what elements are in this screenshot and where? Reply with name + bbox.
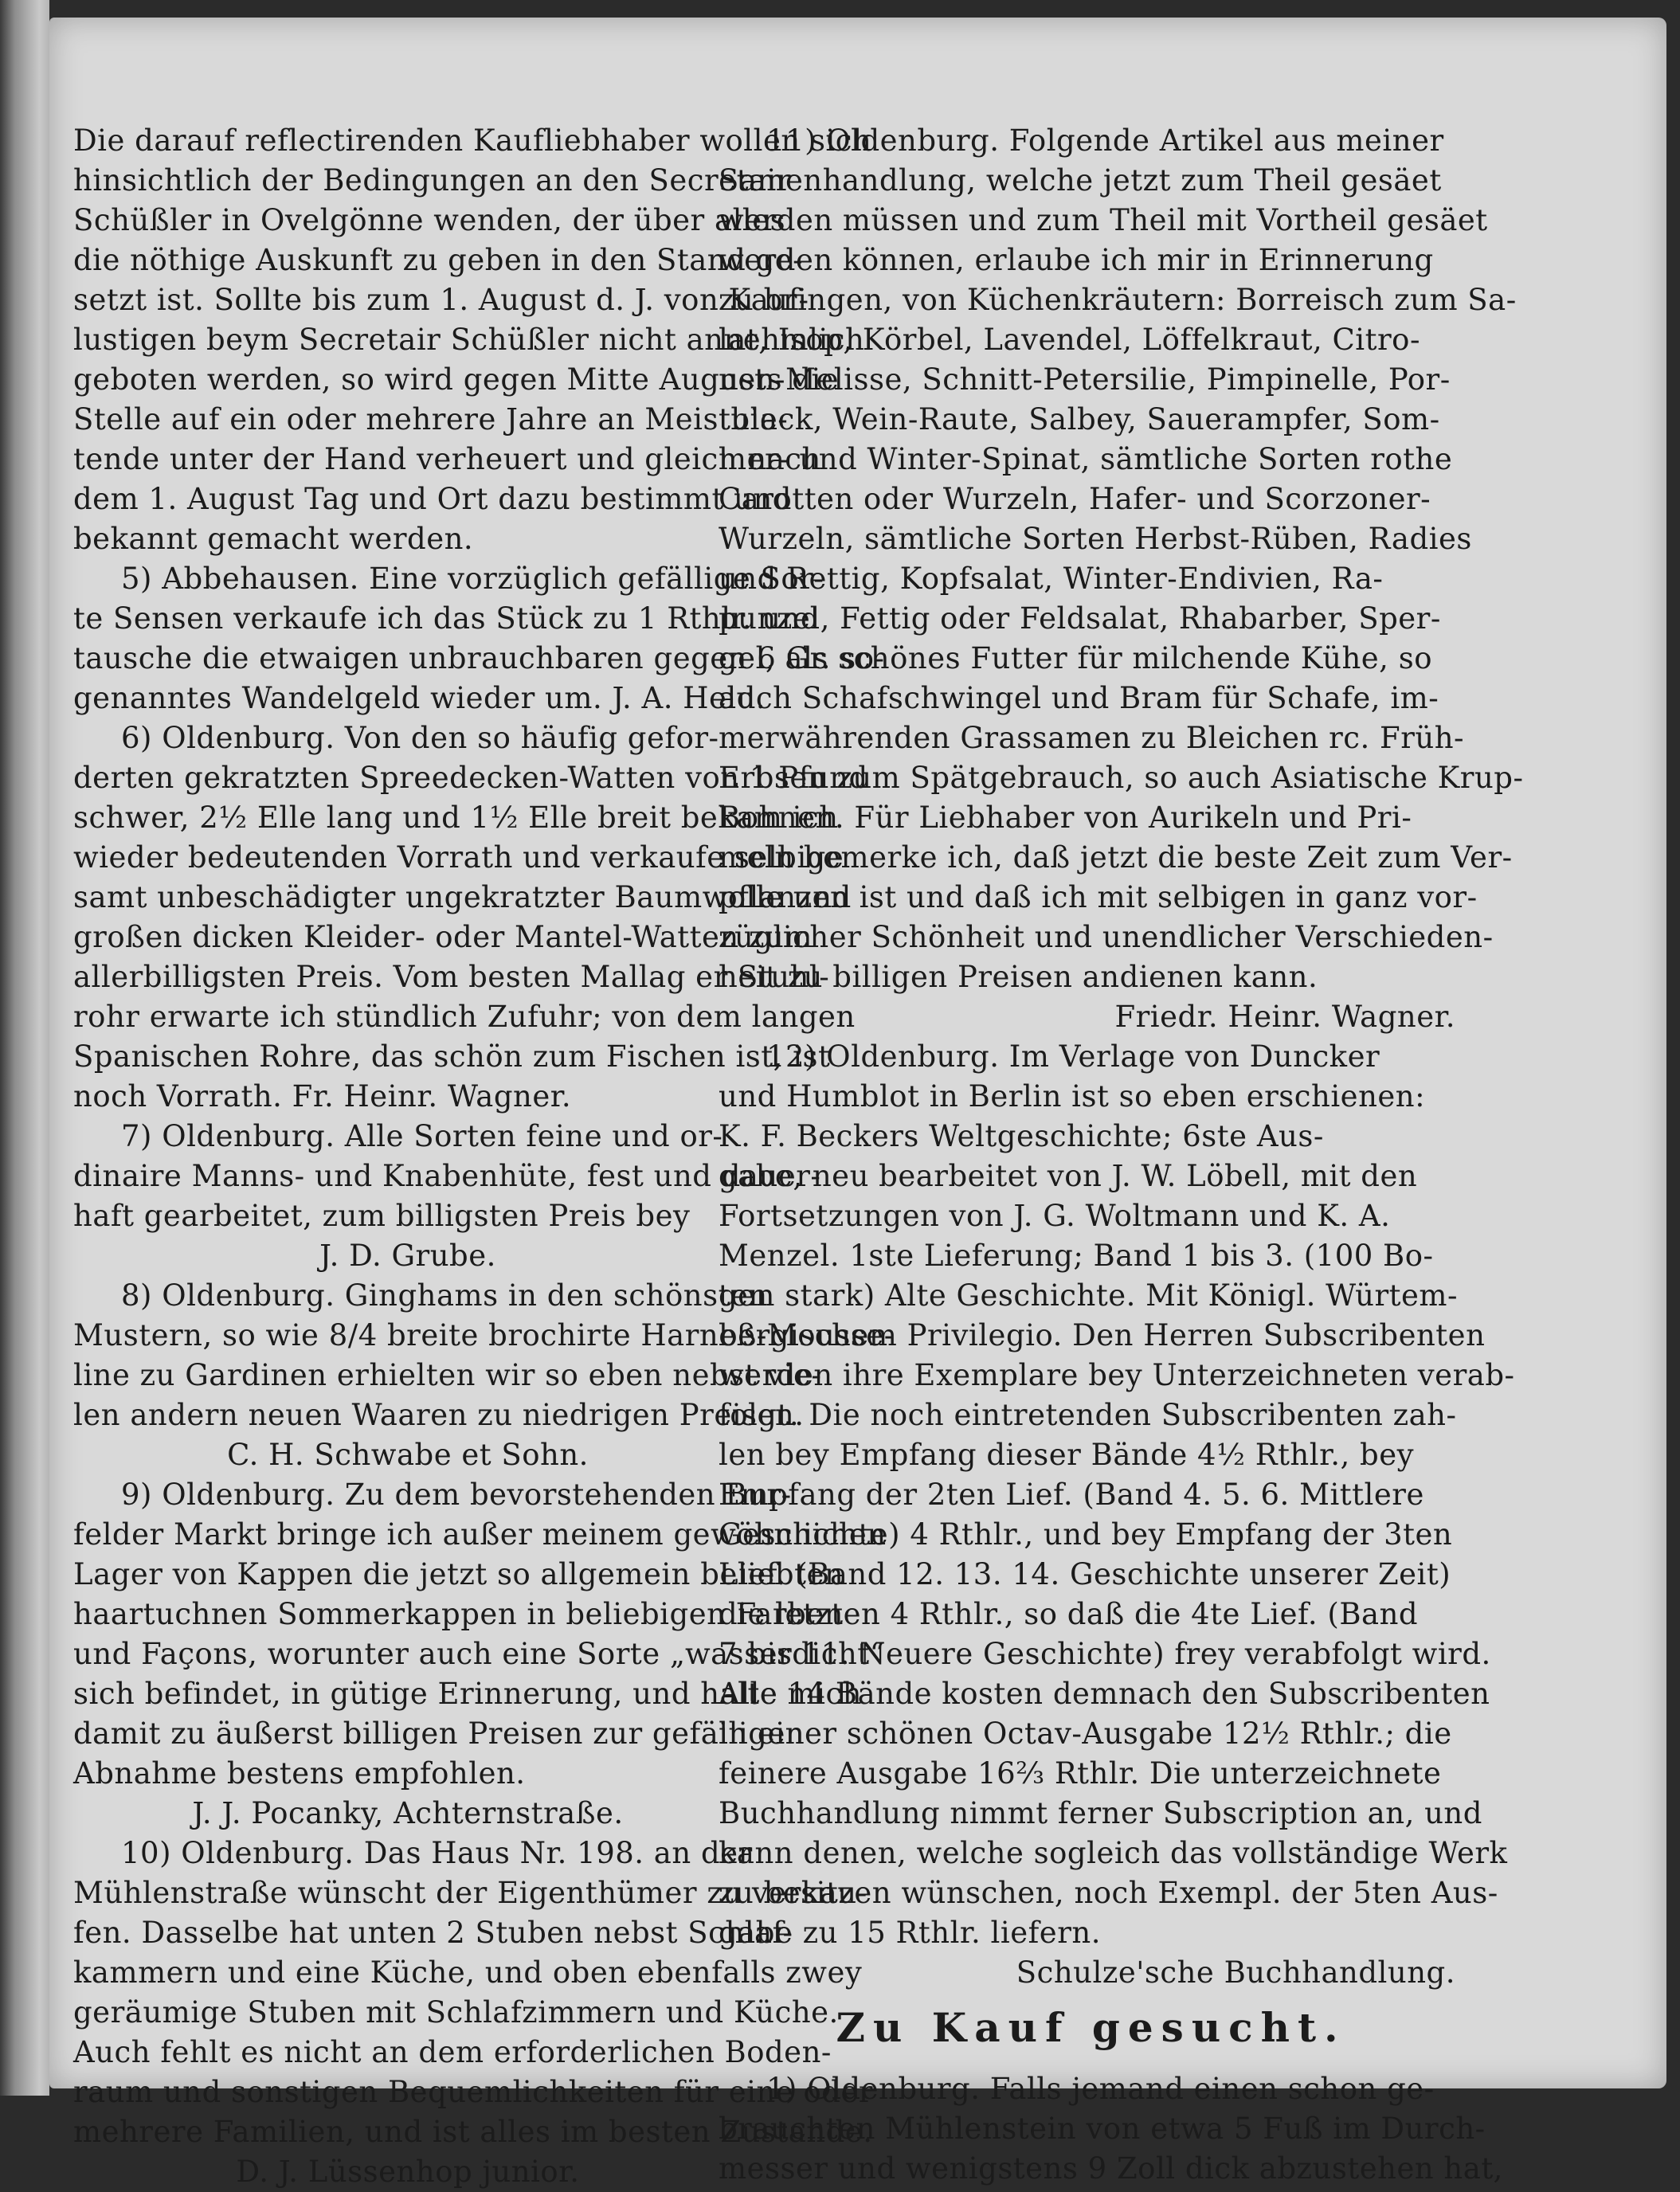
text-line: Spanischen Rohre, das schön zum Fischen ist, ist (73, 1039, 831, 1074)
text-line: brauchten Mühlenstein von etwa 5 Fuß im Durch- (719, 2112, 1486, 2146)
text-line: damit zu äußerst billigen Preisen zur gefälligen (73, 1716, 805, 1751)
text-line: samt unbeschädigter ungekratzter Baumwolle und (73, 880, 852, 914)
text-line: Stelle auf ein oder mehrere Jahre an Meistbie- (73, 402, 789, 436)
text-line: die nöthige Auskunft zu geben in den Stand ge- (73, 243, 804, 277)
text-line: großen dicken Kleider- oder Mantel-Watten zum (73, 920, 813, 954)
left-column (73, 121, 895, 2192)
text-line: merwährenden Grassamen zu Bleichen rc. Früh- (719, 721, 1465, 755)
text-line: Abnahme bestens empfohlen. (73, 1756, 526, 1791)
text-line: K. F. Beckers Weltgeschichte; 6ste Aus- (719, 1119, 1324, 1153)
text-line: Buchhandlung nimmt ferner Subscription an, und (719, 1796, 1482, 1830)
text-line: tende unter der Hand verheuert und gleich nach (73, 442, 821, 476)
book-binding-edge (0, 0, 49, 2096)
text-line: auch Schafschwingel und Bram für Schafe, im- (719, 681, 1439, 715)
text-line: mer- und Winter-Spinat, sämtliche Sorten rothe (719, 442, 1453, 476)
text-line: und Rettig, Kopfsalat, Winter-Endivien, Ra- (719, 562, 1384, 596)
text-line: felder Markt bringe ich außer meinem gewöhnlichen (73, 1517, 887, 1552)
text-line: 7) Oldenburg. Alle Sorten feine und or- (121, 1119, 723, 1153)
text-line: 1) Oldenburg. Falls jemand einen schon ge- (766, 2072, 1435, 2106)
text-line: züglicher Schönheit und unendlicher Verschieden- (719, 920, 1494, 954)
text-line: 12) Oldenburg. Im Verlage von Duncker (766, 1039, 1380, 1074)
text-line: 11) Oldenburg. Folgende Artikel aus meiner (766, 123, 1444, 158)
text-line: feinere Ausgabe 16⅔ Rthlr. Die unterzeichnete (719, 1756, 1442, 1791)
text-line: Lager von Kappen die jetzt so allgemein beliebten (73, 1557, 844, 1591)
text-line: sich befindet, in gütige Erinnerung, und halte mich (73, 1677, 862, 1711)
text-line: Bohnen. Für Liebhaber von Aurikeln und Pri- (719, 800, 1412, 835)
text-line: J. J. Pocanky, Achternstraße. (192, 1796, 624, 1830)
text-line: C. H. Schwabe et Sohn. (227, 1438, 589, 1472)
text-line: 9) Oldenburg. Zu dem bevorstehenden Bur- (121, 1478, 792, 1512)
text-line: kammern und eine Küche, und oben ebenfalls zwey (73, 1955, 863, 1990)
text-line: J. D. Grube. (319, 1239, 496, 1273)
text-line: meln bemerke ich, daß jetzt die beste Zeit zum Ver- (719, 840, 1513, 875)
text-line: Schüßler in Ovelgönne wenden, der über alles (73, 203, 786, 237)
text-line: setzt ist. Sollte bis zum 1. August d. J. von Kauf- (73, 283, 809, 317)
text-line: bekannt gemacht werden. (73, 522, 474, 556)
text-line: line zu Gardinen erhielten wir so eben nebst vie- (73, 1358, 822, 1392)
text-line: gen stark) Alte Geschichte. Mit Königl. Würtem- (719, 1278, 1459, 1313)
text-line: Lief. (Band 12. 13. 14. Geschichte unserer Zeit) (719, 1557, 1451, 1591)
text-line: folgt. Die noch eintretenden Subscribenten zah- (719, 1398, 1457, 1432)
text-line: werden ihre Exemplare bey Unterzeichneten verab- (719, 1358, 1515, 1392)
text-line: derten gekratzten Spreedecken-Watten von 1 Pfund (73, 761, 868, 795)
text-line: Geschichte) 4 Rthlr., und bey Empfang der 3ten (719, 1517, 1453, 1552)
text-line: len bey Empfang dieser Bände 4½ Rthlr., bey (719, 1438, 1414, 1472)
text-line: Auch fehlt es nicht an dem erforderlichen Boden- (73, 2035, 832, 2069)
text-line: Friedr. Heinr. Wagner. (1114, 1000, 1455, 1034)
text-line: dem 1. August Tag und Ort dazu bestimmt und (73, 482, 792, 516)
text-line: geräumige Stuben mit Schlafzimmern und Küche. (73, 1995, 839, 2030)
text-line: Schulze'sche Buchhandlung. (1016, 1955, 1455, 1990)
text-line: zu besitzen wünschen, noch Exempl. der 5ten Aus- (719, 1876, 1498, 1910)
text-line: 8) Oldenburg. Ginghams in den schönsten (121, 1278, 768, 1313)
text-line: gabe, neu bearbeitet von J. W. Löbell, mit den (719, 1159, 1418, 1193)
text-line: 10) Oldenburg. Das Haus Nr. 198. an der (121, 1836, 753, 1870)
text-line: lat, Isop, Körbel, Lavendel, Löffelkraut, Citro- (719, 323, 1420, 357)
text-line: werden müssen und zum Theil mit Vortheil gesäet (719, 203, 1488, 237)
text-line: mehrere Familien, und ist alles im besten Zustande. (73, 2115, 873, 2149)
text-line: bergischem Privilegio. Den Herren Subscribenten (719, 1318, 1486, 1352)
text-line: kann denen, welche sogleich das vollständige Werk (719, 1836, 1508, 1870)
section-heading-zu-kauf-gesucht: Zu Kauf gesucht. (836, 2004, 1346, 2051)
text-line: zu bringen, von Küchenkräutern: Borreisch zum Sa- (719, 283, 1517, 317)
text-line: len andern neuen Waaren zu niedrigen Preisen. (73, 1398, 805, 1432)
text-line: lustigen beym Secretair Schüßler nicht annehmlich (73, 323, 865, 357)
text-line: Samenhandlung, welche jetzt zum Theil gesäet (719, 163, 1442, 198)
text-line: dinaire Manns- und Knabenhüte, fest und dauer- (73, 1159, 821, 1193)
text-line: Mustern, so wie 8/4 breite brochirte Harneß-Mousse- (73, 1318, 895, 1352)
text-line: raum und sonstigen Bequemlichkeiten für eine oder (73, 2075, 874, 2109)
text-line: pflanzen ist und daß ich mit selbigen in ganz vor- (719, 880, 1478, 914)
text-line: wieder bedeutenden Vorrath und verkaufe selbige (73, 840, 844, 875)
text-line: werden können, erlaube ich mir in Erinnerung (719, 243, 1434, 277)
text-line: messer und wenigstens 9 Zoll dick abzustehen hat, (719, 2151, 1503, 2186)
text-line: heit zu billigen Preisen andienen kann. (719, 960, 1318, 994)
text-line: 5) Abbehausen. Eine vorzüglich gefällige Sor- (121, 562, 824, 596)
text-line: Alle 14 Bände kosten demnach den Subscribenten (719, 1677, 1490, 1711)
newspaper-page (49, 18, 1666, 2189)
text-line: tausche die etwaigen unbrauchbaren gegen 6 Gr. so- (73, 641, 885, 675)
text-line: Mühlenstraße wünscht der Eigenthümer zu verkau- (73, 1876, 867, 1910)
text-line: te Sensen verkaufe ich das Stück zu 1 Rthlr. und (73, 601, 820, 636)
text-line: und Façons, worunter auch eine Sorte „wasserdicht“ (73, 1637, 886, 1671)
text-line: Wurzeln, sämtliche Sorten Herbst-Rüben, Radies (719, 522, 1472, 556)
text-line: Empfang der 2ten Lief. (Band 4. 5. 6. Mittlere (719, 1478, 1424, 1512)
text-line: die letzten 4 Rthlr., so daß die 4te Lief. (Band (719, 1597, 1419, 1631)
text-line: Fortsetzungen von J. G. Woltmann und K. A. (719, 1199, 1391, 1233)
text-line: tulack, Wein-Raute, Salbey, Sauerampfer, Som- (719, 402, 1440, 436)
text-line: genanntes Wandelgeld wieder um. J. A. Held. (73, 681, 766, 715)
text-line: fen. Dasselbe hat unten 2 Stuben nebst Schlaf- (73, 1916, 793, 1950)
text-line: hinsichtlich der Bedingungen an den Secretair (73, 163, 792, 198)
text-line: 6) Oldenburg. Von den so häufig gefor- (121, 721, 719, 755)
text-line: schwer, 2½ Elle lang und 1½ Elle breit bekam ich (73, 800, 839, 835)
text-line: Menzel. 1ste Lieferung; Band 1 bis 3. (100 Bo- (719, 1239, 1434, 1273)
text-line: in einer schönen Octav-Ausgabe 12½ Rthlr.; die (719, 1716, 1452, 1751)
text-line: allerbilligsten Preis. Vom besten Mallag er Stuhl- (73, 960, 830, 994)
text-line: gabe zu 15 Rthlr. liefern. (719, 1916, 1101, 1950)
text-line: gel, als schönes Futter für milchende Kühe, so (719, 641, 1432, 675)
right-column-main (719, 121, 1524, 1993)
text-line: Carotten oder Wurzeln, Hafer- und Scorzoner- (719, 482, 1431, 516)
right-column (719, 121, 1524, 2189)
text-line: Die darauf reflectirenden Kaufliebhaber wollen sich (73, 123, 872, 158)
text-line: D. J. Lüssenhop junior. (236, 2155, 580, 2189)
text-line: Erbsen zum Spätgebrauch, so auch Asiatische Krup- (719, 761, 1524, 795)
text-line: rohr erwarte ich stündlich Zufuhr; von dem langen (73, 1000, 856, 1034)
text-line: 7 bis 11. Neuere Geschichte) frey verabfolgt wird. (719, 1637, 1491, 1671)
text-line: noch Vorrath. Fr. Heinr. Wagner. (73, 1079, 572, 1114)
text-line: haartuchnen Sommerkappen in beliebigen Farben (73, 1597, 844, 1631)
text-line: nen-Melisse, Schnitt-Petersilie, Pimpinelle, Por- (719, 362, 1451, 397)
right-column-after-heading (719, 2069, 1503, 2189)
text-line: und Humblot in Berlin ist so eben erschienen: (719, 1079, 1426, 1114)
text-line: geboten werden, so wird gegen Mitte Augusts die (73, 362, 840, 397)
text-line: punzel, Fettig oder Feldsalat, Rhabarber, Sper- (719, 601, 1441, 636)
text-line: haft gearbeitet, zum billigsten Preis bey (73, 1199, 691, 1233)
